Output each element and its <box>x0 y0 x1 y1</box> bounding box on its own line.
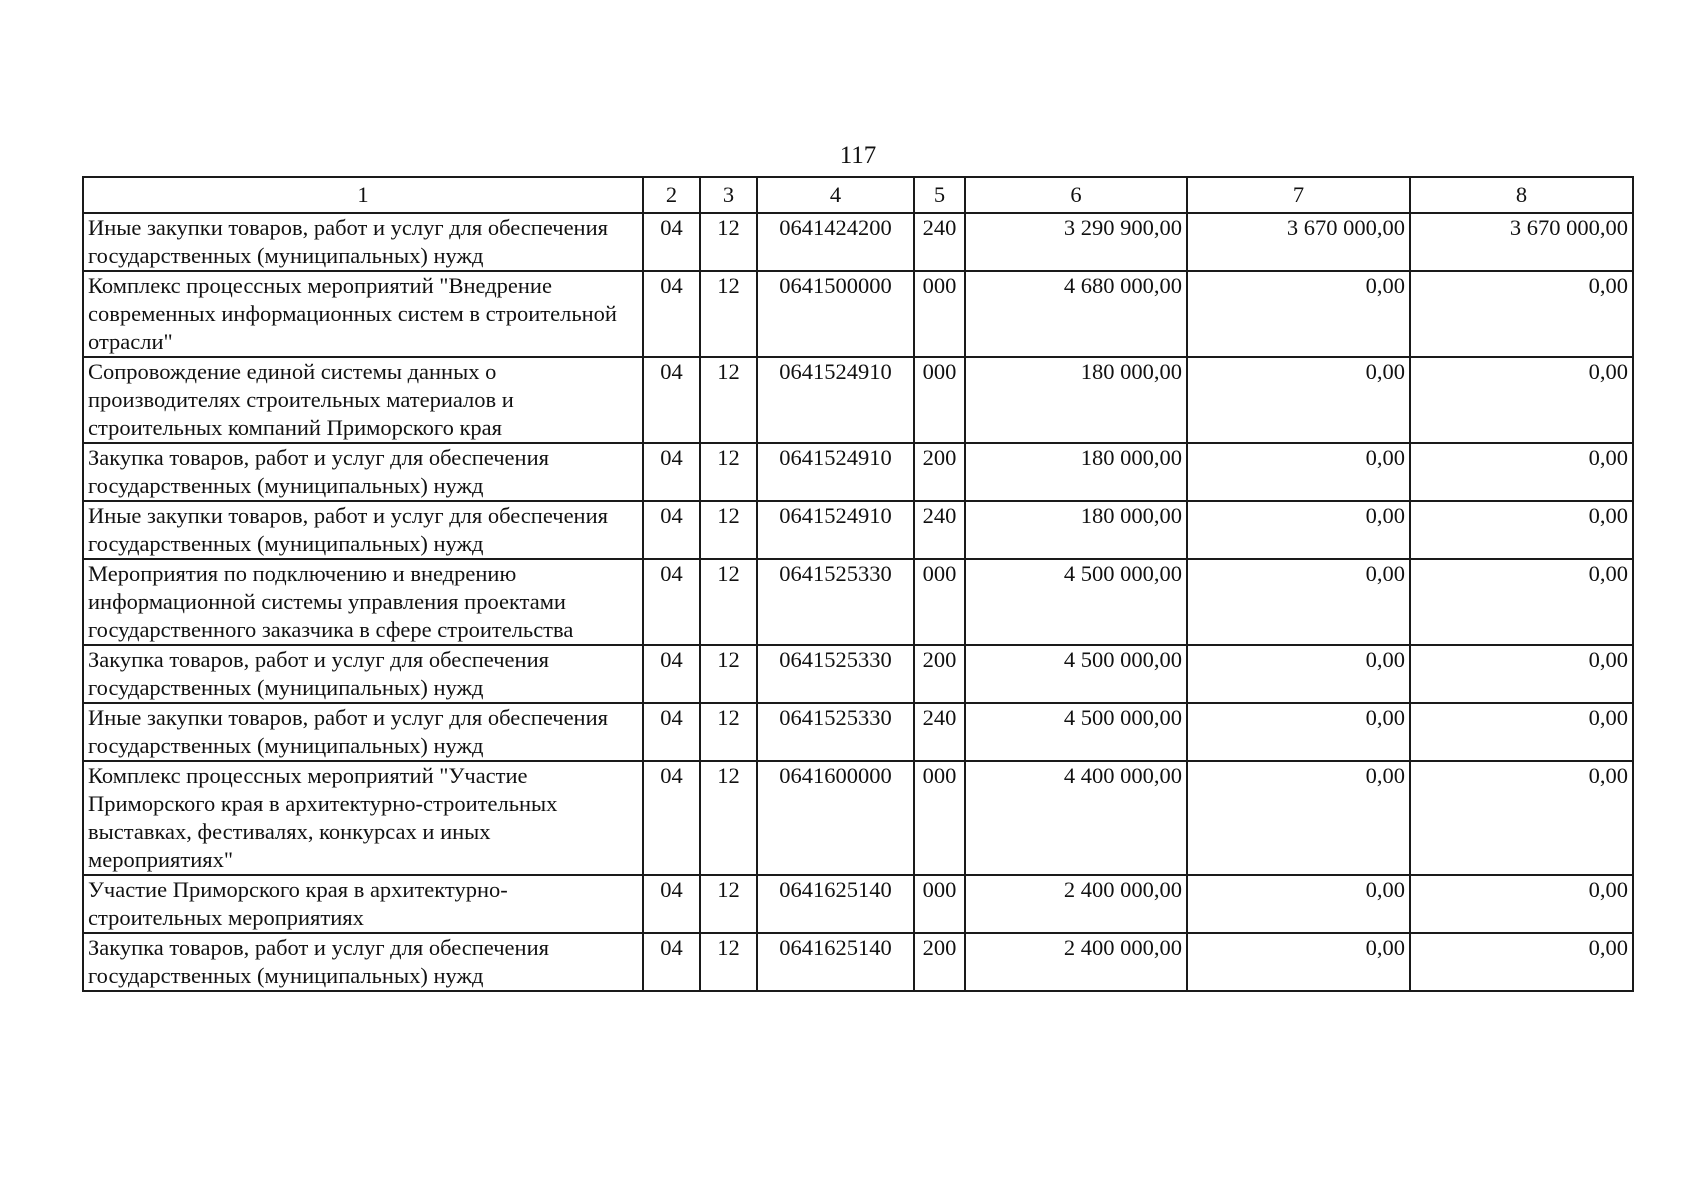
row-amount-8: 3 670 000,00 <box>1410 213 1633 271</box>
row-subsection: 12 <box>700 875 757 933</box>
table-row <box>83 761 1633 875</box>
row-amount-8: 0,00 <box>1410 703 1633 761</box>
row-amount-7: 0,00 <box>1187 443 1410 501</box>
row-subsection: 12 <box>700 933 757 991</box>
row-amount-7: 0,00 <box>1187 501 1410 559</box>
row-amount-7: 0,00 <box>1187 875 1410 933</box>
row-amount-6: 4 500 000,00 <box>965 559 1187 645</box>
row-amount-6: 4 500 000,00 <box>965 703 1187 761</box>
table-row <box>83 443 1633 501</box>
row-expense-type: 000 <box>914 559 965 645</box>
row-target-code: 0641524910 <box>757 501 914 559</box>
row-expense-type: 200 <box>914 645 965 703</box>
row-amount-8: 0,00 <box>1410 933 1633 991</box>
row-amount-7: 3 670 000,00 <box>1187 213 1410 271</box>
table-row <box>83 213 1633 271</box>
row-section: 04 <box>643 559 700 645</box>
row-amount-6: 180 000,00 <box>965 501 1187 559</box>
row-amount-8: 0,00 <box>1410 443 1633 501</box>
row-amount-8: 0,00 <box>1410 645 1633 703</box>
column-header-6: 6 <box>965 177 1187 213</box>
table-row <box>83 357 1633 443</box>
table-row <box>83 559 1633 645</box>
table-row <box>83 933 1633 991</box>
row-expense-type: 200 <box>914 933 965 991</box>
row-expense-type: 240 <box>914 703 965 761</box>
row-target-code: 0641524910 <box>757 443 914 501</box>
row-subsection: 12 <box>700 443 757 501</box>
table-row <box>83 875 1633 933</box>
row-name: Иные закупки товаров, работ и услуг для обеспечения государственных (муниципальных) нужд <box>83 501 643 559</box>
row-expense-type: 000 <box>914 875 965 933</box>
budget-table <box>82 176 1634 992</box>
row-name: Комплекс процессных мероприятий "Внедрение современных информационных систем в строительной отрасли" <box>83 271 643 357</box>
row-subsection: 12 <box>700 501 757 559</box>
row-amount-8: 0,00 <box>1410 501 1633 559</box>
row-amount-6: 4 400 000,00 <box>965 761 1187 875</box>
row-name: Закупка товаров, работ и услуг для обеспечения государственных (муниципальных) нужд <box>83 645 643 703</box>
row-target-code: 0641500000 <box>757 271 914 357</box>
column-header-7: 7 <box>1187 177 1410 213</box>
column-number-row <box>83 177 1633 213</box>
row-name: Иные закупки товаров, работ и услуг для обеспечения государственных (муниципальных) нужд <box>83 703 643 761</box>
row-amount-8: 0,00 <box>1410 875 1633 933</box>
page-number: 117 <box>839 142 877 169</box>
row-name: Мероприятия по подключению и внедрению информационной системы управления проектами государственного заказчика в сфере строительства <box>83 559 643 645</box>
row-section: 04 <box>643 213 700 271</box>
row-name: Иные закупки товаров, работ и услуг для обеспечения государственных (муниципальных) нужд <box>83 213 643 271</box>
row-name: Закупка товаров, работ и услуг для обеспечения государственных (муниципальных) нужд <box>83 443 643 501</box>
row-subsection: 12 <box>700 271 757 357</box>
table-row <box>83 703 1633 761</box>
row-subsection: 12 <box>700 559 757 645</box>
row-expense-type: 000 <box>914 271 965 357</box>
row-section: 04 <box>643 357 700 443</box>
row-section: 04 <box>643 703 700 761</box>
row-section: 04 <box>643 761 700 875</box>
table-row <box>83 271 1633 357</box>
row-amount-6: 180 000,00 <box>965 357 1187 443</box>
row-expense-type: 240 <box>914 501 965 559</box>
row-section: 04 <box>643 645 700 703</box>
row-subsection: 12 <box>700 703 757 761</box>
row-amount-6: 2 400 000,00 <box>965 933 1187 991</box>
row-name: Закупка товаров, работ и услуг для обеспечения государственных (муниципальных) нужд <box>83 933 643 991</box>
column-header-1: 1 <box>83 177 643 213</box>
row-target-code: 0641525330 <box>757 703 914 761</box>
row-section: 04 <box>643 271 700 357</box>
row-target-code: 0641524910 <box>757 357 914 443</box>
row-amount-7: 0,00 <box>1187 761 1410 875</box>
row-section: 04 <box>643 933 700 991</box>
row-amount-7: 0,00 <box>1187 559 1410 645</box>
row-section: 04 <box>643 501 700 559</box>
row-subsection: 12 <box>700 761 757 875</box>
row-amount-8: 0,00 <box>1410 559 1633 645</box>
column-header-2: 2 <box>643 177 700 213</box>
row-name: Участие Приморского края в архитектурно-строительных мероприятиях <box>83 875 643 933</box>
row-target-code: 0641625140 <box>757 933 914 991</box>
table-row <box>83 501 1633 559</box>
row-amount-7: 0,00 <box>1187 271 1410 357</box>
row-target-code: 0641625140 <box>757 875 914 933</box>
row-amount-8: 0,00 <box>1410 357 1633 443</box>
row-target-code: 0641424200 <box>757 213 914 271</box>
row-subsection: 12 <box>700 645 757 703</box>
row-amount-6: 4 680 000,00 <box>965 271 1187 357</box>
row-amount-6: 3 290 900,00 <box>965 213 1187 271</box>
row-expense-type: 000 <box>914 761 965 875</box>
row-subsection: 12 <box>700 357 757 443</box>
column-header-4: 4 <box>757 177 914 213</box>
column-header-5: 5 <box>914 177 965 213</box>
column-header-8: 8 <box>1410 177 1633 213</box>
row-amount-7: 0,00 <box>1187 357 1410 443</box>
row-amount-6: 4 500 000,00 <box>965 645 1187 703</box>
row-expense-type: 200 <box>914 443 965 501</box>
row-name: Сопровождение единой системы данных о производителях строительных материалов и строительных компаний Приморского края <box>83 357 643 443</box>
row-amount-6: 180 000,00 <box>965 443 1187 501</box>
row-amount-7: 0,00 <box>1187 703 1410 761</box>
row-amount-8: 0,00 <box>1410 271 1633 357</box>
row-subsection: 12 <box>700 213 757 271</box>
row-amount-8: 0,00 <box>1410 761 1633 875</box>
row-amount-6: 2 400 000,00 <box>965 875 1187 933</box>
row-target-code: 0641525330 <box>757 645 914 703</box>
row-amount-7: 0,00 <box>1187 645 1410 703</box>
row-target-code: 0641600000 <box>757 761 914 875</box>
row-target-code: 0641525330 <box>757 559 914 645</box>
row-section: 04 <box>643 875 700 933</box>
table-row <box>83 645 1633 703</box>
row-section: 04 <box>643 443 700 501</box>
column-header-3: 3 <box>700 177 757 213</box>
row-name: Комплекс процессных мероприятий "Участие Приморского края в архитектурно-строительных выставках, фестивалях, конкурсах и иных мероприятиях" <box>83 761 643 875</box>
row-expense-type: 000 <box>914 357 965 443</box>
row-amount-7: 0,00 <box>1187 933 1410 991</box>
row-expense-type: 240 <box>914 213 965 271</box>
